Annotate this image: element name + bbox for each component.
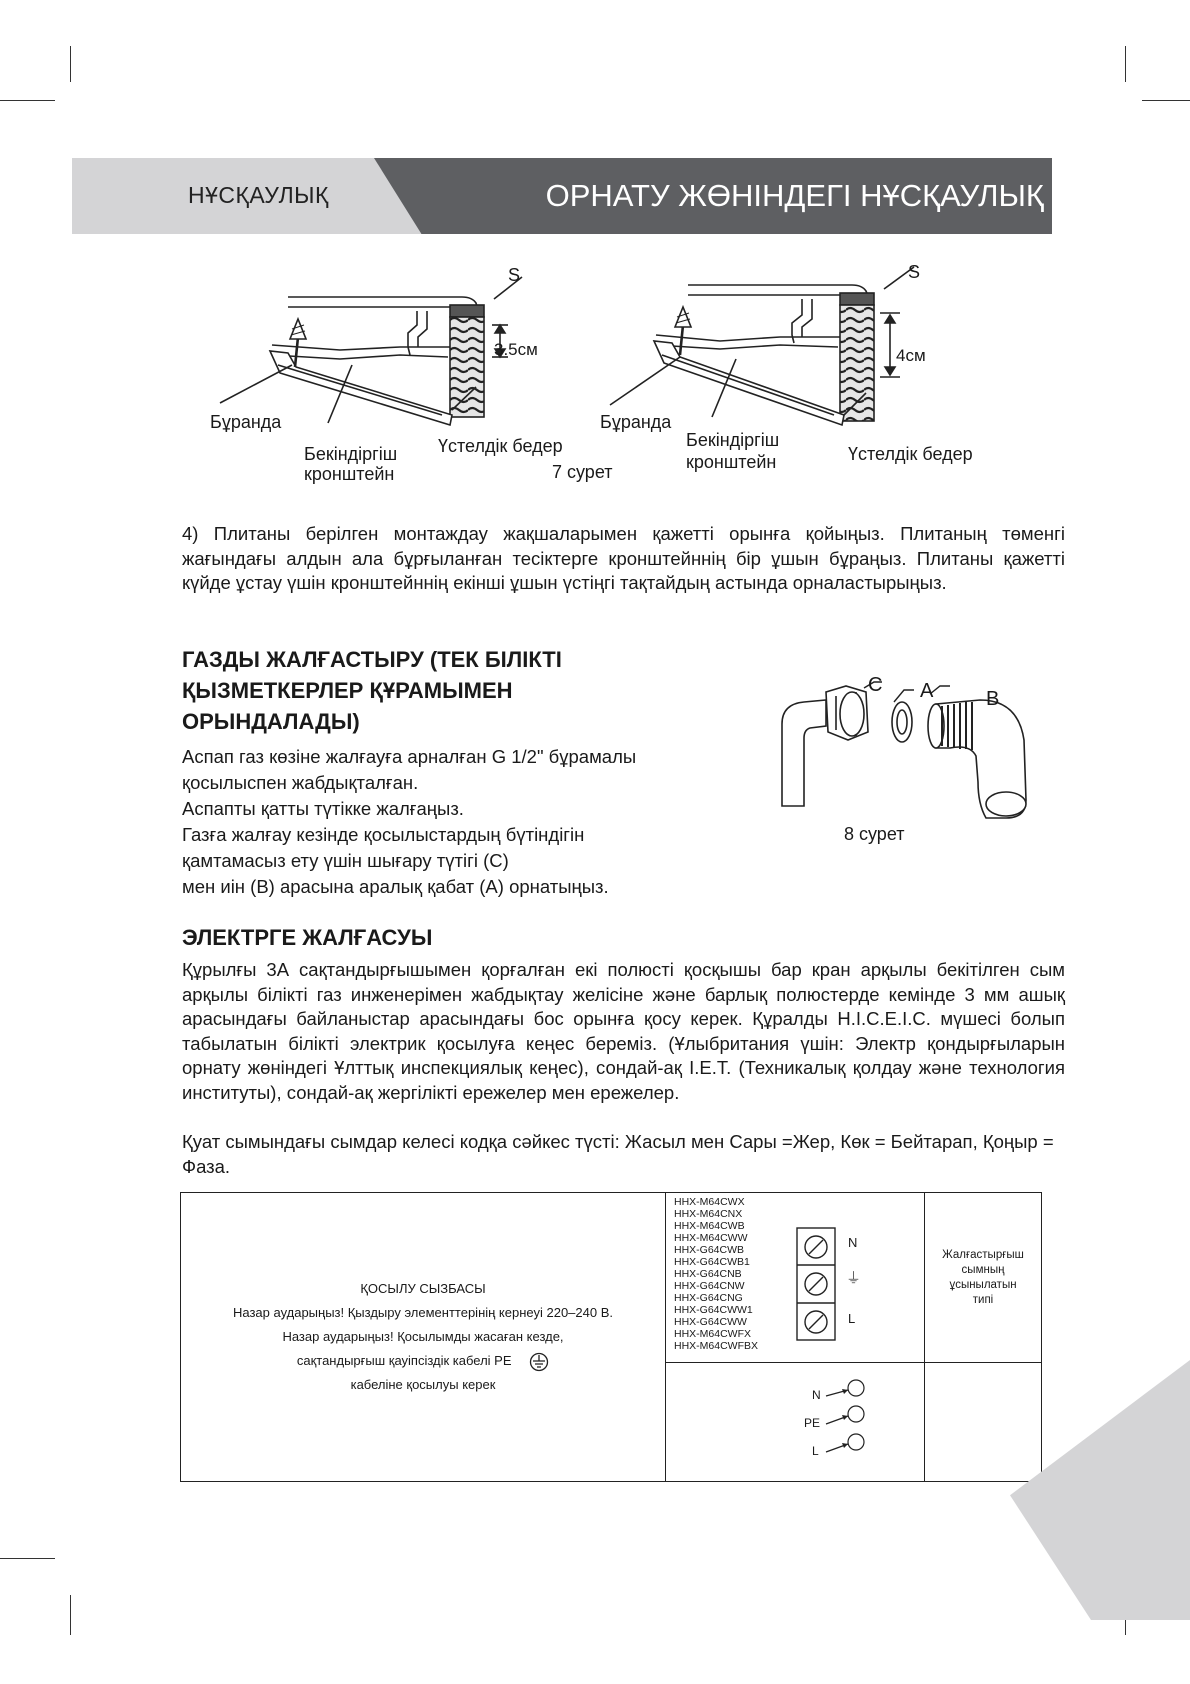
gas-text-line: Аспапты қатты түтікке жалғаңыз. — [182, 798, 464, 819]
gas-text-line: қосылыспен жабдықталған. — [182, 772, 419, 793]
model-name: HHX-G64CNG — [674, 1292, 743, 1304]
crop-mark — [0, 100, 55, 101]
cable-type-cell — [925, 1193, 1042, 1363]
figure7-left — [220, 277, 522, 425]
header-right-title: ОРНАТУ ЖӨНІНДЕГІ НҰСҚАУЛЫҚ — [545, 178, 1044, 213]
figure8-caption: 8 сурет — [844, 824, 905, 844]
cable-type-line: типі — [972, 1293, 994, 1306]
terminal-label-earth: ⏚ — [846, 1270, 862, 1287]
figure8-diagram — [770, 678, 1050, 838]
terminal-label-n: N — [848, 1235, 858, 1250]
figure7-left-frame-label: Үстелдік бедер — [438, 436, 563, 456]
figure8-label-a: A — [920, 680, 934, 702]
gas-heading — [182, 644, 702, 737]
figure7-right — [610, 267, 914, 425]
figure7-left-s-label: S — [508, 265, 521, 285]
gas-text-line: Газға жалғау кезінде қосылыстардың бүтіндігін — [182, 824, 585, 845]
connection-title: ҚОСЫЛУ СЫЗБАСЫ — [360, 1281, 486, 1296]
figure7-right-dimension: 4см — [896, 346, 926, 365]
figure7-left-screw-label: Бұранда — [210, 412, 282, 432]
connection-note-text: сақтандырғыш қауіпсіздік кабелі PE — [296, 1353, 512, 1368]
connection-note: кабеліне қосылуы керек — [350, 1377, 496, 1392]
crop-mark — [1125, 46, 1126, 82]
ground-icon — [529, 1352, 549, 1372]
figure7-left-dimension: 3.5см — [494, 340, 538, 359]
figure7-left-bracket-label-1: Бекіндіргіш — [304, 444, 398, 464]
crop-mark — [0, 1558, 55, 1559]
header-left-title: НҰСҚАУЛЫҚ — [188, 182, 329, 208]
figure7-right-s-label: S — [908, 262, 921, 282]
model-name: HHX-M64CWW — [674, 1232, 748, 1244]
figure7-right-bracket-label-2: кронштейн — [686, 452, 777, 472]
gas-text-line: қамтамасыз ету үшін шығару түтігі (С) — [182, 850, 509, 871]
electric-heading: ЭЛЕКТРГЕ ЖАЛҒАСУЫ — [182, 925, 433, 950]
figure7-left-bracket-label-2: кронштейн — [304, 464, 395, 484]
figure7-caption: 7 сурет — [552, 462, 613, 482]
gas-heading-line: ҚЫЗМЕТКЕРЛЕР ҚҰРАМЫМЕН — [182, 678, 513, 703]
wires-cell — [666, 1363, 925, 1482]
figure7-right-screw-label: Бұранда — [600, 412, 672, 432]
crop-mark — [70, 1595, 71, 1635]
model-name: HHX-M64CWB — [674, 1220, 745, 1232]
model-name: HHX-M64CWFBX — [674, 1340, 759, 1352]
cable-type-line: ұсынылатын — [949, 1278, 1017, 1291]
models-cell — [666, 1193, 925, 1363]
model-name: HHX-M64CWX — [674, 1196, 745, 1208]
figure7-right-frame-label: Үстелдік бедер — [848, 444, 973, 464]
figure8-label-b: B — [986, 688, 1000, 710]
connection-note-cell — [181, 1193, 666, 1482]
figure7-right-bracket-label-1: Бекіндіргіш — [686, 430, 780, 450]
crop-mark — [1142, 100, 1190, 101]
model-name: HHX-G64CWB1 — [674, 1256, 750, 1268]
figure8-label-c: C — [868, 674, 883, 696]
cable-type-line: Жалғастырғыш — [942, 1248, 1024, 1261]
electric-paragraph-1: Құрылғы 3А сақтандырғышымен қорғалған екі полюсті қосқышы бар кран арқылы бекітілген сым арқылы білікті газ инженерімен жабдықтау желісіне және барлық полюстерде кемінде 3 мм ашық арасындағы байланыстар арасындағы бос орынға қосу керек. Құралды H.I.C.E.I.C. мүшесі болып табылатын білікті электрик қосылуға кеңес береміз. (Ұлыбритания үшін: Электр қондырғыларын орнату жөніндегі Ұлттық инспекциялық кеңес), сондай-ақ I.E.T. (Техникалық қолдау және технология институты), сондай-ақ жергілікті ережелер мен ережелер. — [182, 959, 1065, 1103]
gas-heading-line: ГАЗДЫ ЖАЛҒАСТЫРУ (ТЕК БІЛІКТІ — [182, 647, 562, 672]
gas-text-line: мен иін (В) арасына аралық қабат (А) орнатыңыз. — [182, 876, 609, 897]
crop-mark — [70, 46, 71, 82]
terminal-block-icon — [796, 1227, 836, 1341]
connection-note — [181, 1349, 665, 1373]
terminal-block — [796, 1227, 868, 1341]
model-name: HHX-M64CWFX — [674, 1328, 752, 1340]
wire-diagram — [666, 1364, 924, 1480]
electric-paragraph-2: Қуат сымындағы сымдар келесі кодқа сәйкес түсті: Жасыл мен Сары =Жер, Көк = Бейтарап, Қоңыр = Фаза. — [182, 1131, 1054, 1177]
wire-label-l: L — [812, 1444, 819, 1458]
connection-table — [180, 1192, 1042, 1482]
wire-label-pe: PE — [804, 1416, 821, 1430]
model-name: HHX-M64CNX — [674, 1208, 743, 1220]
empty-cell — [925, 1363, 1042, 1482]
gas-heading-line: ОРЫНДАЛАДЫ) — [182, 709, 360, 734]
wire-terminals-icon — [822, 1372, 912, 1472]
wire-label-n: N — [812, 1388, 821, 1402]
gas-text-line: Аспап газ көзіне жалғауға арналған G 1/2" бұрамалы — [182, 746, 637, 767]
cable-type-line: сымның — [961, 1263, 1005, 1276]
model-name: HHX-G64CWW1 — [674, 1304, 753, 1316]
model-name: HHX-G64CNW — [674, 1280, 745, 1292]
terminal-label-l: L — [848, 1311, 856, 1326]
model-name: HHX-G64CNB — [674, 1268, 742, 1280]
model-name: HHX-G64CWW — [674, 1316, 747, 1328]
connection-note: Назар аударыңыз! Қыздыру элементтерінің кернеуі 220–240 В. — [232, 1305, 613, 1320]
model-name: HHX-G64CWB — [674, 1244, 745, 1256]
step4-paragraph: 4) Плитаны берілген монтаждау жақшаларымен қажетті орынға қойыңыз. Плитаның төменгі жағындағы алдын ала бұрғыланған тесіктерге кронштейннің бір ұшын бұраңыз. Плитаны қажетті күйде ұстау үшін кронштейннің екінші ұшын үстіңгі тақтайдың астында орналастырыңыз. — [182, 523, 1065, 594]
connection-note: Назар аударыңыз! Қосылымды жасаған кезде, — [282, 1329, 564, 1344]
